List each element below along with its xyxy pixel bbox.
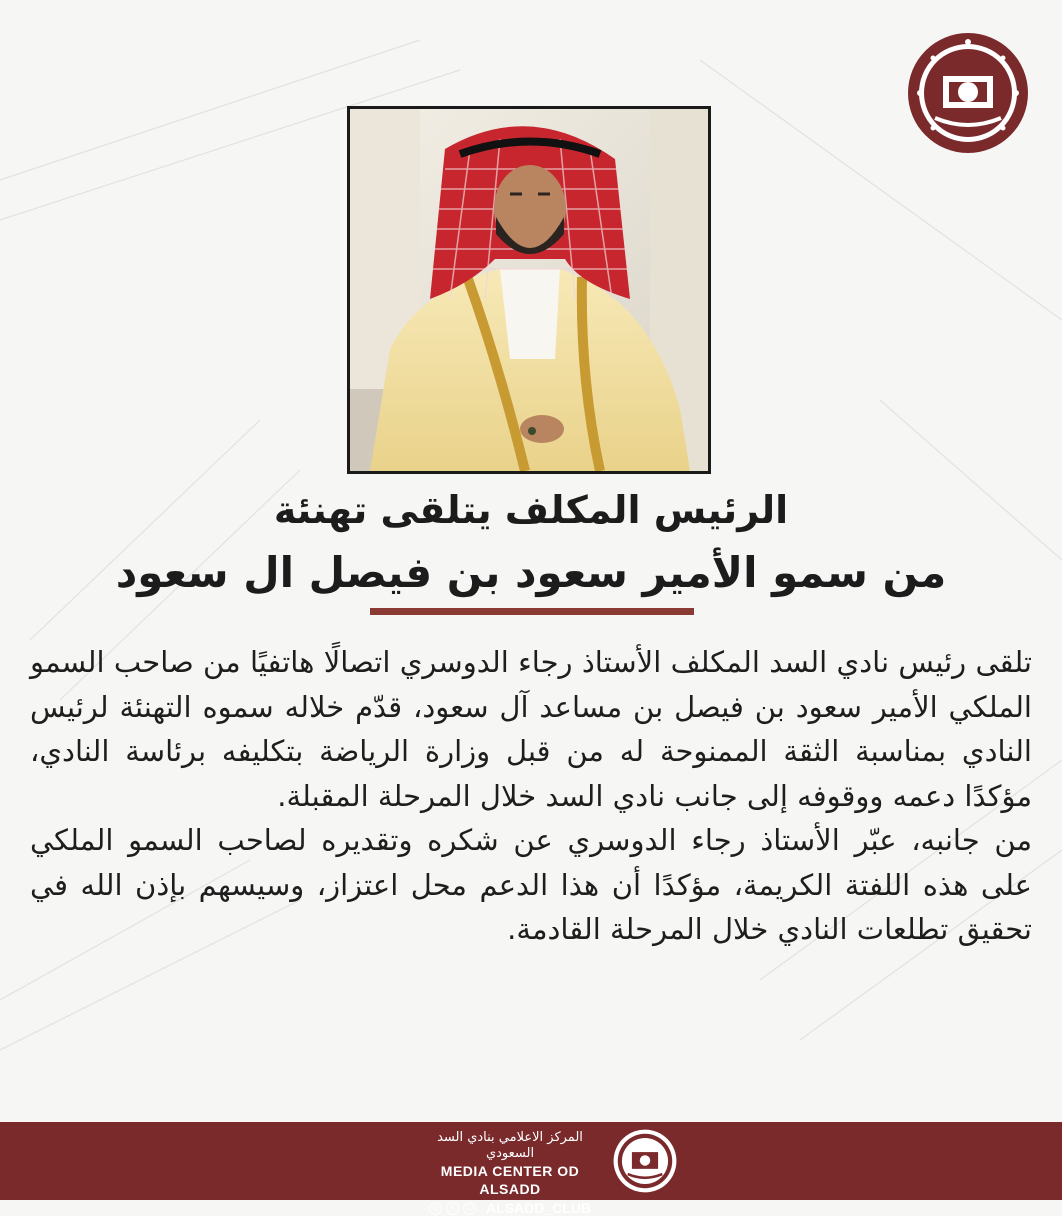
footer-english-name: MEDIA CENTER OD ALSADD (440, 1163, 580, 1197)
instagram-icon[interactable]: ◎ (429, 1202, 442, 1215)
footer-club-logo (612, 1128, 678, 1194)
snapchat-icon[interactable]: ☺ (463, 1202, 476, 1215)
portrait-photo (347, 106, 711, 474)
title-underline (370, 608, 694, 615)
footer-handle[interactable]: ALSADD_CLUB (486, 1200, 591, 1216)
x-icon[interactable]: ✕ (446, 1202, 459, 1215)
footer-social-row (412, 1200, 608, 1216)
headline-line-2: من سمو الأمير سعود بن فيصل ال سعود (115, 548, 947, 597)
footer-branding (412, 1130, 608, 1216)
article-body (30, 640, 1032, 952)
club-logo (905, 30, 1031, 156)
footer-arabic-name: المركز الاعلامي بنادي السد السعودي (437, 1130, 583, 1161)
paragraph-1: تلقى رئيس نادي السد المكلف الأستاذ رجاء الدوسري اتصالًا هاتفيًا من صاحب السمو الملكي الأمير سعود بن فيصل بن مساعد آل سعود، قدّم خلاله سموه التهنئة لرئيس النادي بمناسبة الثقة الممنوحة له من قبل وزارة الرياضة بتكليفه برئاسة النادي، مؤكدًا دعمه ووقوفه إلى جانب نادي السد خلال المرحلة المقبلة. (30, 645, 1032, 813)
paragraph-2: من جانبه، عبّر الأستاذ رجاء الدوسري عن شكره وتقديره لصاحب السمو الملكي على هذه اللفتة الكريمة، مؤكدًا أن هذا الدعم محل اعتزاز، وسيسهم بإذن الله في تحقيق تطلعات النادي خلال المرحلة القادمة. (30, 823, 1032, 946)
footer-bar (0, 1122, 1062, 1216)
headline-line-1: الرئيس المكلف يتلقى تهنئة (273, 488, 789, 532)
